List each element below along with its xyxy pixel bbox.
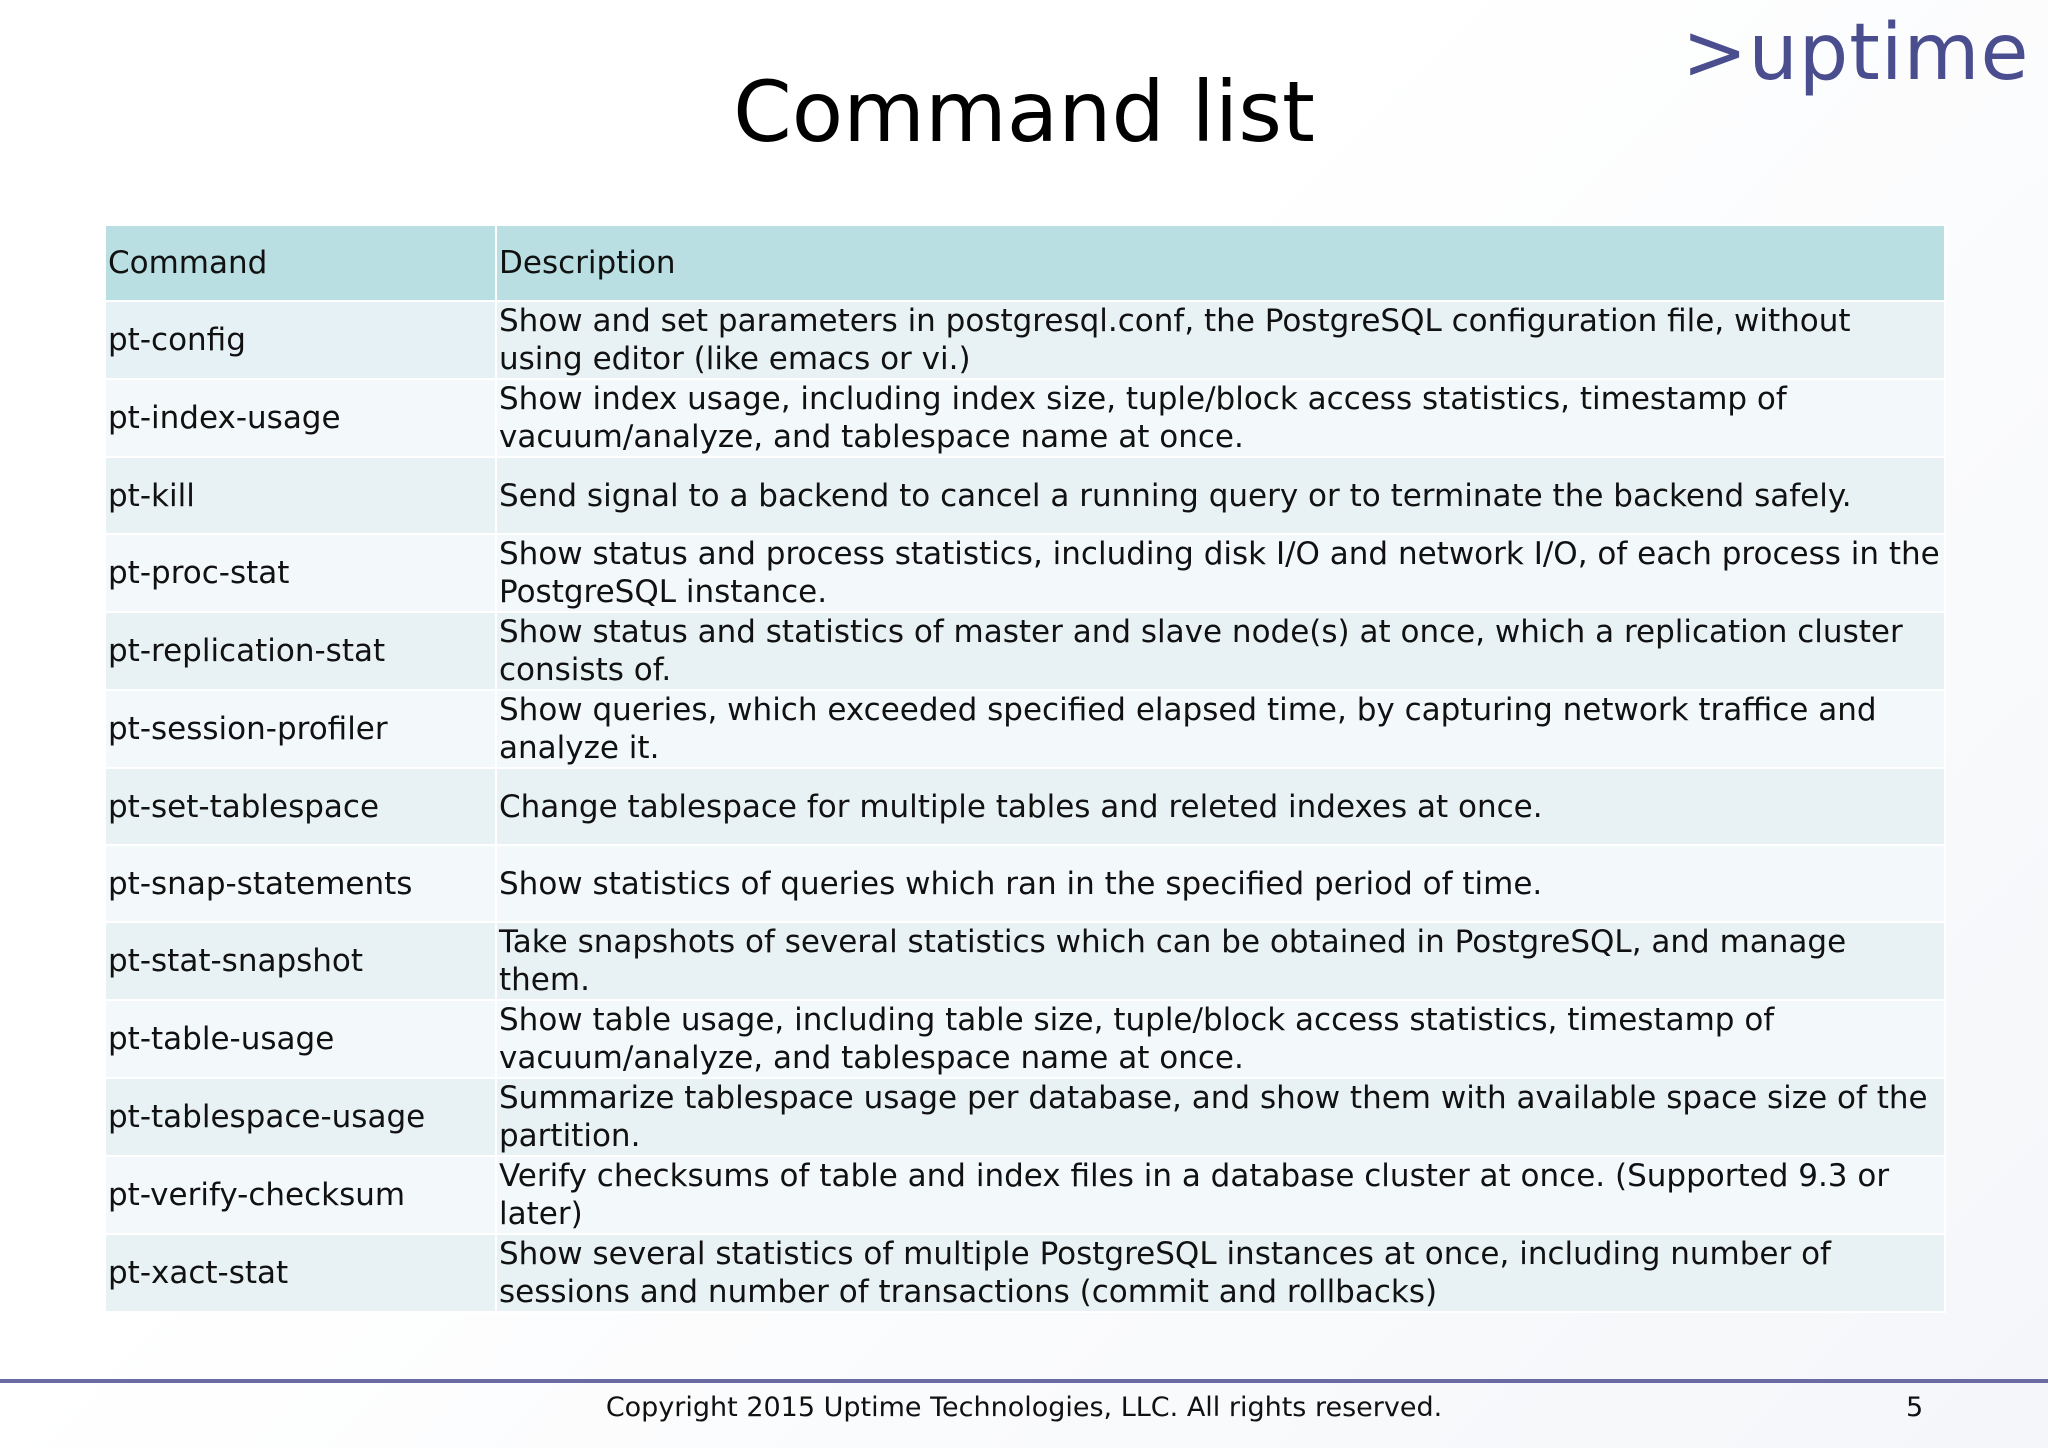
table-row bbox=[105, 1156, 1945, 1234]
command-cell: pt-snap-statements bbox=[105, 845, 496, 922]
description-cell: Show queries, which exceeded specified elapsed time, by capturing network traffice and analyze it. bbox=[496, 690, 1945, 768]
description-cell: Show status and process statistics, including disk I/O and network I/O, of each process in the PostgreSQL instance. bbox=[496, 534, 1945, 612]
command-cell: pt-table-usage bbox=[105, 1000, 496, 1078]
command-cell: pt-tablespace-usage bbox=[105, 1078, 496, 1156]
description-cell: Summarize tablespace usage per database, and show them with available space size of the partition. bbox=[496, 1078, 1945, 1156]
page-title: Command list bbox=[733, 63, 1315, 161]
description-cell: Show several statistics of multiple PostgreSQL instances at once, including number of sessions and number of transactions (commit and rollbacks) bbox=[496, 1234, 1945, 1312]
command-cell: pt-proc-stat bbox=[105, 534, 496, 612]
command-cell: pt-verify-checksum bbox=[105, 1156, 496, 1234]
copyright-notice: Copyright 2015 Uptime Technologies, LLC. All rights reserved. bbox=[605, 1392, 1443, 1423]
command-cell: pt-set-tablespace bbox=[105, 768, 496, 845]
column-header-description: Description bbox=[496, 225, 1945, 301]
description-cell: Verify checksums of table and index files in a database cluster at once. (Supported 9.3 or later) bbox=[496, 1156, 1945, 1234]
table-row bbox=[105, 768, 1945, 845]
table-row bbox=[105, 690, 1945, 768]
description-cell: Show and set parameters in postgresql.conf, the PostgreSQL configuration file, without using editor (like emacs or vi.) bbox=[496, 301, 1945, 379]
table-row bbox=[105, 379, 1945, 457]
command-cell: pt-kill bbox=[105, 457, 496, 534]
table-row bbox=[105, 845, 1945, 922]
description-cell: Take snapshots of several statistics which can be obtained in PostgreSQL, and manage them. bbox=[496, 922, 1945, 1000]
description-cell: Show table usage, including table size, tuple/block access statistics, timestamp of vacuum/analyze, and tablespace name at once. bbox=[496, 1000, 1945, 1078]
command-cell: pt-index-usage bbox=[105, 379, 496, 457]
description-cell: Change tablespace for multiple tables and releted indexes at once. bbox=[496, 768, 1945, 845]
description-cell: Show statistics of queries which ran in the specified period of time. bbox=[496, 845, 1945, 922]
table-row bbox=[105, 301, 1945, 379]
command-cell: pt-xact-stat bbox=[105, 1234, 496, 1312]
footer-divider bbox=[0, 1379, 2048, 1383]
table-row bbox=[105, 612, 1945, 690]
command-table bbox=[104, 224, 1946, 1313]
command-cell: pt-replication-stat bbox=[105, 612, 496, 690]
column-header-command: Command bbox=[105, 225, 496, 301]
description-cell: Show index usage, including index size, tuple/block access statistics, timestamp of vacuum/analyze, and tablespace name at once. bbox=[496, 379, 1945, 457]
command-cell: pt-config bbox=[105, 301, 496, 379]
table-row bbox=[105, 922, 1945, 1000]
command-cell: pt-stat-snapshot bbox=[105, 922, 496, 1000]
uptime-logo: >uptime bbox=[1682, 8, 2030, 98]
description-cell: Show status and statistics of master and slave node(s) at once, which a replication cluster consists of. bbox=[496, 612, 1945, 690]
table-row bbox=[105, 457, 1945, 534]
command-cell: pt-session-profiler bbox=[105, 690, 496, 768]
description-cell: Send signal to a backend to cancel a running query or to terminate the backend safely. bbox=[496, 457, 1945, 534]
table-row bbox=[105, 534, 1945, 612]
page-number: 5 bbox=[1906, 1392, 1924, 1423]
table-row bbox=[105, 1234, 1945, 1312]
table-row bbox=[105, 1000, 1945, 1078]
table-header-row bbox=[105, 225, 1945, 301]
table-row bbox=[105, 1078, 1945, 1156]
